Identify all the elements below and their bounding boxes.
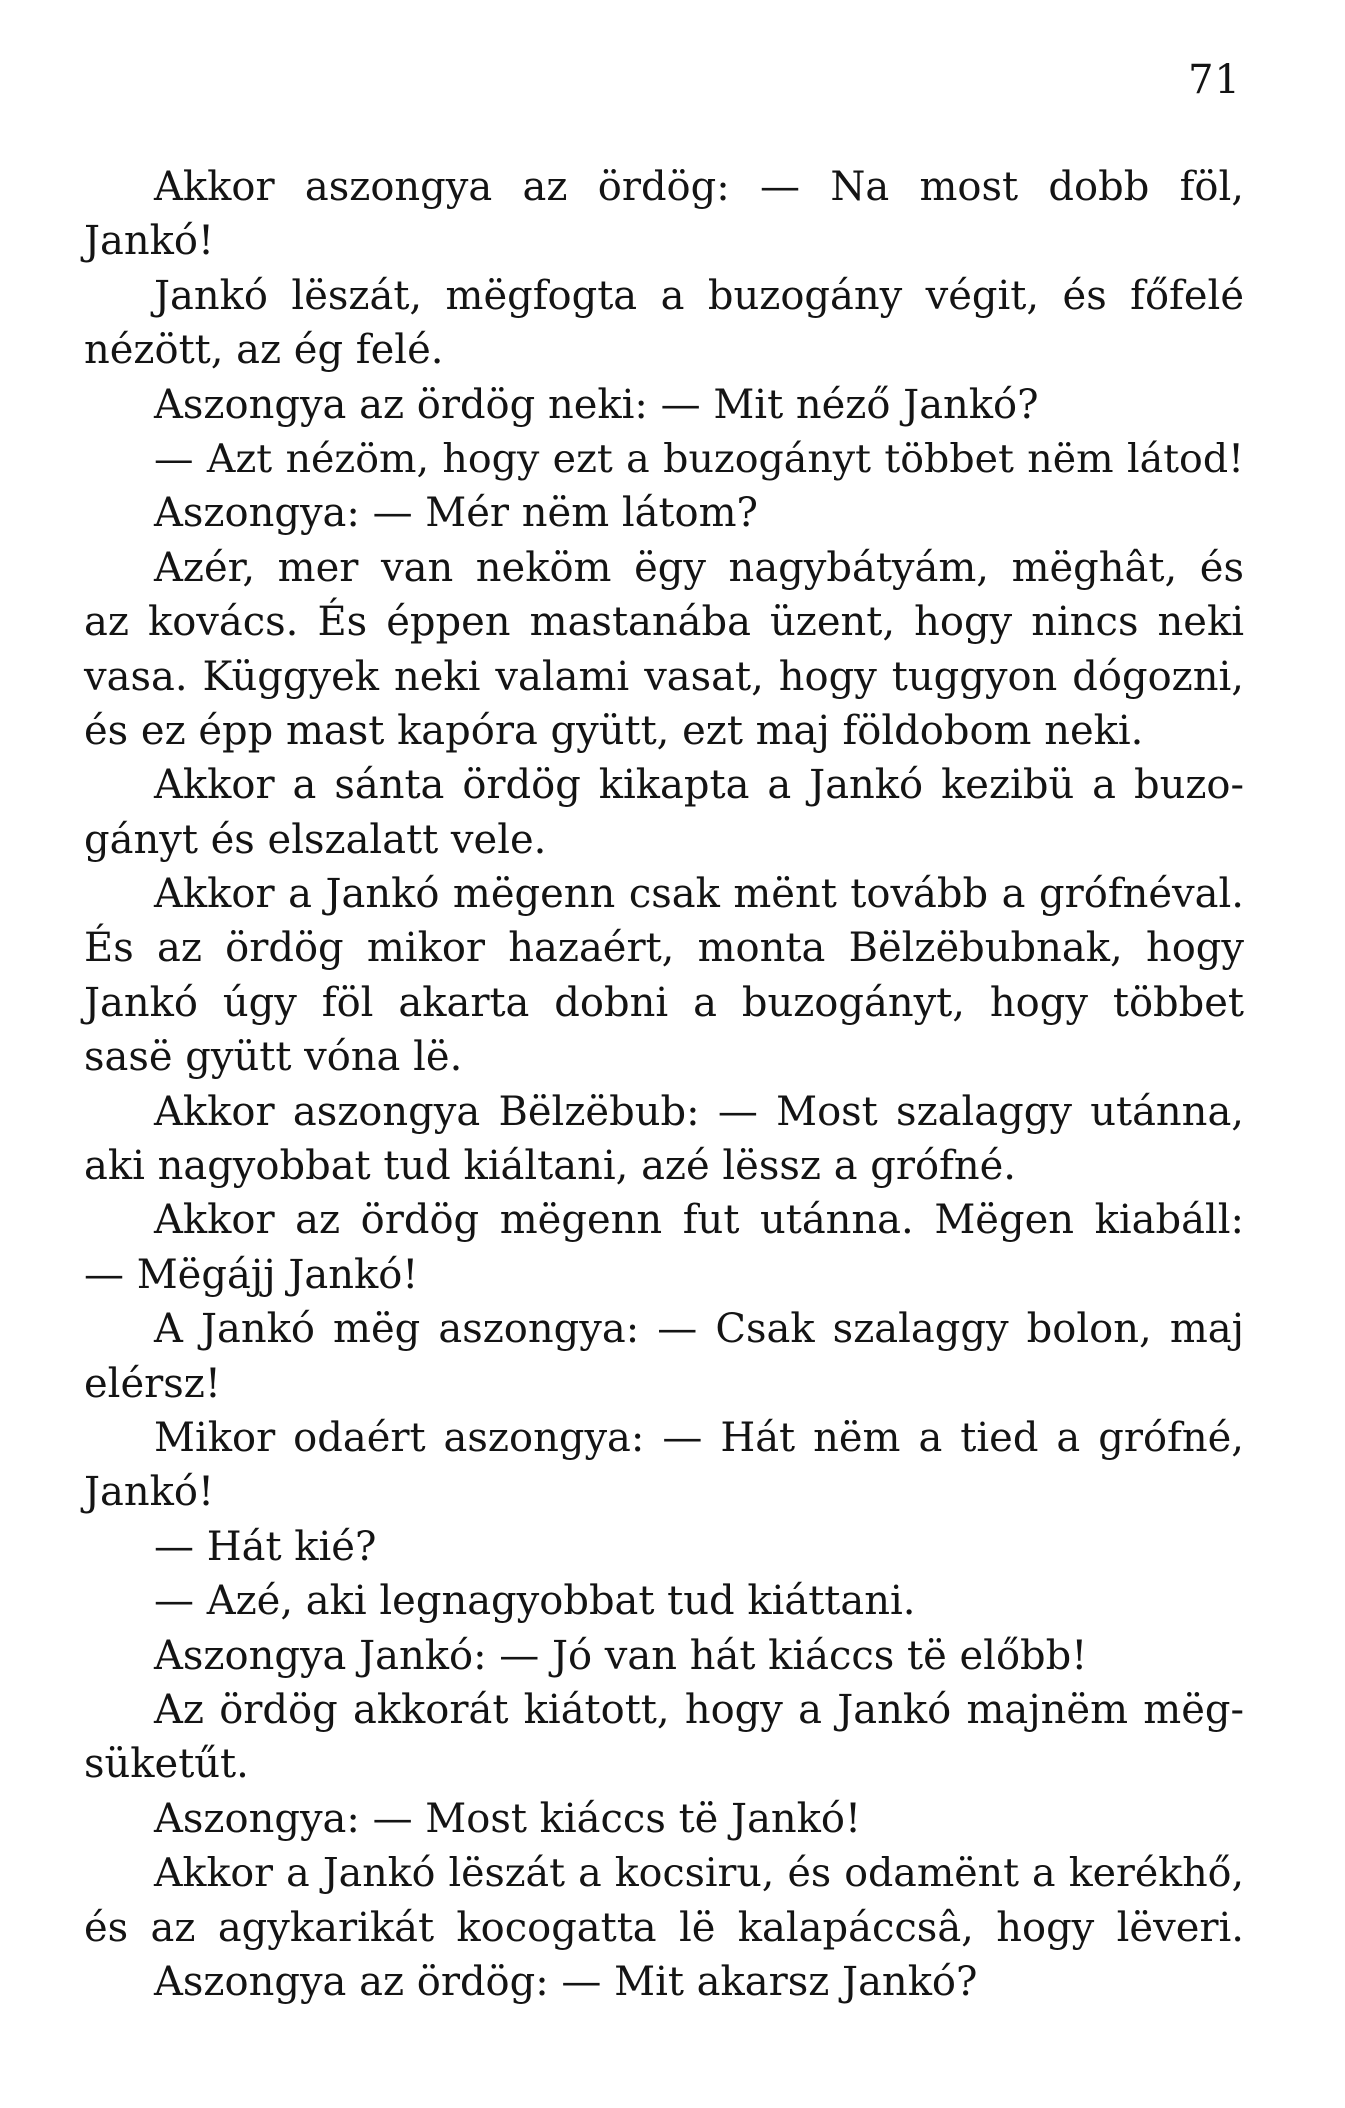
text-line: nézött, az ég felé. (84, 327, 444, 374)
text-line: Jankó lëszát, mëgfogta a buzogány végit, és főfelé (154, 272, 1244, 319)
text-line: Jankó! (84, 218, 215, 265)
text-line: Mikor odaért aszongya: — Hát nëm a tied a grófné, (154, 1414, 1244, 1461)
text-line: süketűt. (84, 1741, 249, 1788)
text-line: — Mëgájj Jankó! (84, 1251, 419, 1298)
text-line: gányt és elszalatt vele. (84, 816, 547, 863)
text-line: Az ördög akkorát kiátott, hogy a Jankó majnëm mëg- (154, 1686, 1244, 1733)
text-line: Akkor az ördög mëgenn fut utánna. Mëgen kiabáll: (154, 1197, 1244, 1244)
body-text (84, 160, 1244, 2009)
text-line: Jankó! (84, 1469, 215, 1516)
page-number: 71 (1188, 57, 1241, 103)
text-line: elérsz! (84, 1360, 221, 1407)
text-line: aki nagyobbat tud kiáltani, azé lëssz a grófné. (84, 1143, 1017, 1190)
text-line: Aszongya Jankó: — Jó van hát kiáccs të előbb! (154, 1632, 1088, 1679)
text-line: Aszongya: — Most kiáccs të Jankó! (154, 1795, 862, 1842)
text-line: Akkor a Jankó mëgenn csak mënt tovább a grófnéval. (154, 871, 1244, 918)
text-line: Akkor a sánta ördög kikapta a Jankó kezibü a buzo- (154, 762, 1244, 809)
text-line: Azér, mer van neköm ëgy nagybátyám, mëghât, és (154, 544, 1244, 591)
text-line: És az ördög mikor hazaért, monta Bëlzëbubnak, hogy (84, 925, 1244, 972)
text-line: sasë gyütt vóna lë. (84, 1034, 463, 1081)
text-line: A Jankó mëg aszongya: — Csak szalaggy bolon, maj (154, 1306, 1244, 1353)
text-line: az kovács. És éppen mastanába üzent, hogy nincs neki (84, 599, 1244, 646)
text-line: — Hát kié? (154, 1523, 377, 1570)
text-line: vasa. Küggyek neki valami vasat, hogy tuggyon dógozni, (84, 653, 1244, 700)
text-line: Aszongya az ördög neki: — Mit néző Jankó? (154, 381, 1039, 428)
text-line: és ez épp mast kapóra gyütt, ezt maj földobom neki. (84, 707, 1144, 754)
text-line: Akkor aszongya az ördög: — Na most dobb föl, (154, 164, 1244, 210)
text-line: Jankó úgy föl akarta dobni a buzogányt, hogy többet (84, 979, 1244, 1026)
text-line: Akkor aszongya Bëlzëbub: — Most szalaggy utánna, (154, 1088, 1244, 1135)
text-line: — Azt nézöm, hogy ezt a buzogányt többet nëm látod! (154, 435, 1244, 482)
text-line: — Azé, aki legnagyobbat tud kiáttani. (154, 1578, 916, 1625)
text-line: Akkor a Jankó lëszát a kocsiru, és odamënt a kerékhő, (154, 1850, 1244, 1897)
text-line: és az agykarikát kocogatta lë kalapáccsâ, hogy lëveri. (84, 1904, 1244, 1951)
text-line: Aszongya: — Mér nëm látom? (154, 490, 759, 537)
text-line: Aszongya az ördög: — Mit akarsz Jankó? (154, 1958, 978, 2005)
